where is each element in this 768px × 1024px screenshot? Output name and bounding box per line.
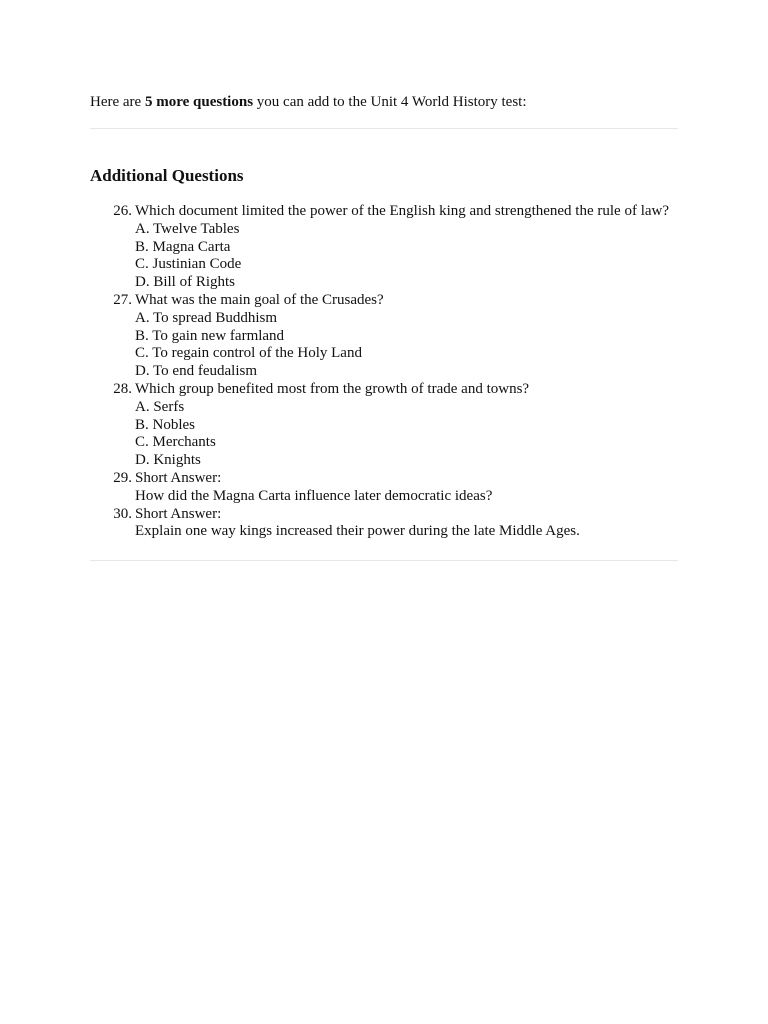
question-list <box>90 203 690 541</box>
answer-option: B. Magna Carta <box>135 238 231 255</box>
question-item <box>90 470 690 506</box>
answer-option: C. Merchants <box>135 434 216 451</box>
answer-option: A. Twelve Tables <box>135 220 240 237</box>
question-text: Which document limited the power of the English king and strengthened the rule of law? <box>135 203 670 219</box>
short-answer-prompt: Explain one way kings increased their power during the late Middle Ages. <box>135 523 580 540</box>
answer-option: B. Nobles <box>135 416 195 433</box>
short-answer-prompt: How did the Magna Carta influence later democratic ideas? <box>135 487 493 504</box>
question-number: 28. <box>113 380 132 397</box>
answer-option: C. To regain control of the Holy Land <box>135 345 362 362</box>
question-item <box>90 203 690 292</box>
answer-option: D. Knights <box>135 452 201 469</box>
question-text: Which group benefited most from the growth of trade and towns? <box>135 380 530 397</box>
divider-top <box>90 128 678 129</box>
intro-prefix: Here are <box>90 94 145 110</box>
intro-suffix: you can add to the Unit 4 World History test: <box>253 94 527 110</box>
question-text: Short Answer: <box>135 505 222 522</box>
question-number: 29. <box>113 469 132 486</box>
question-number: 30. <box>113 505 132 522</box>
section-heading: Additional Questions <box>90 166 244 185</box>
answer-option: B. To gain new farmland <box>135 327 285 344</box>
intro-bold: 5 more questions <box>144 94 254 110</box>
question-item <box>90 292 690 381</box>
divider-bottom <box>90 560 678 561</box>
question-item <box>90 506 690 542</box>
answer-option: D. Bill of Rights <box>135 274 236 291</box>
question-number: 26. <box>113 203 132 219</box>
question-number: 27. <box>113 291 132 308</box>
answer-option: A. Serfs <box>135 398 185 415</box>
intro-paragraph <box>90 93 527 112</box>
question-item <box>90 381 690 470</box>
question-text: What was the main goal of the Crusades? <box>135 291 384 308</box>
answer-option: D. To end feudalism <box>135 363 257 380</box>
question-text: Short Answer: <box>135 469 222 486</box>
answer-option: A. To spread Buddhism <box>135 309 278 326</box>
answer-option: C. Justinian Code <box>135 256 242 273</box>
